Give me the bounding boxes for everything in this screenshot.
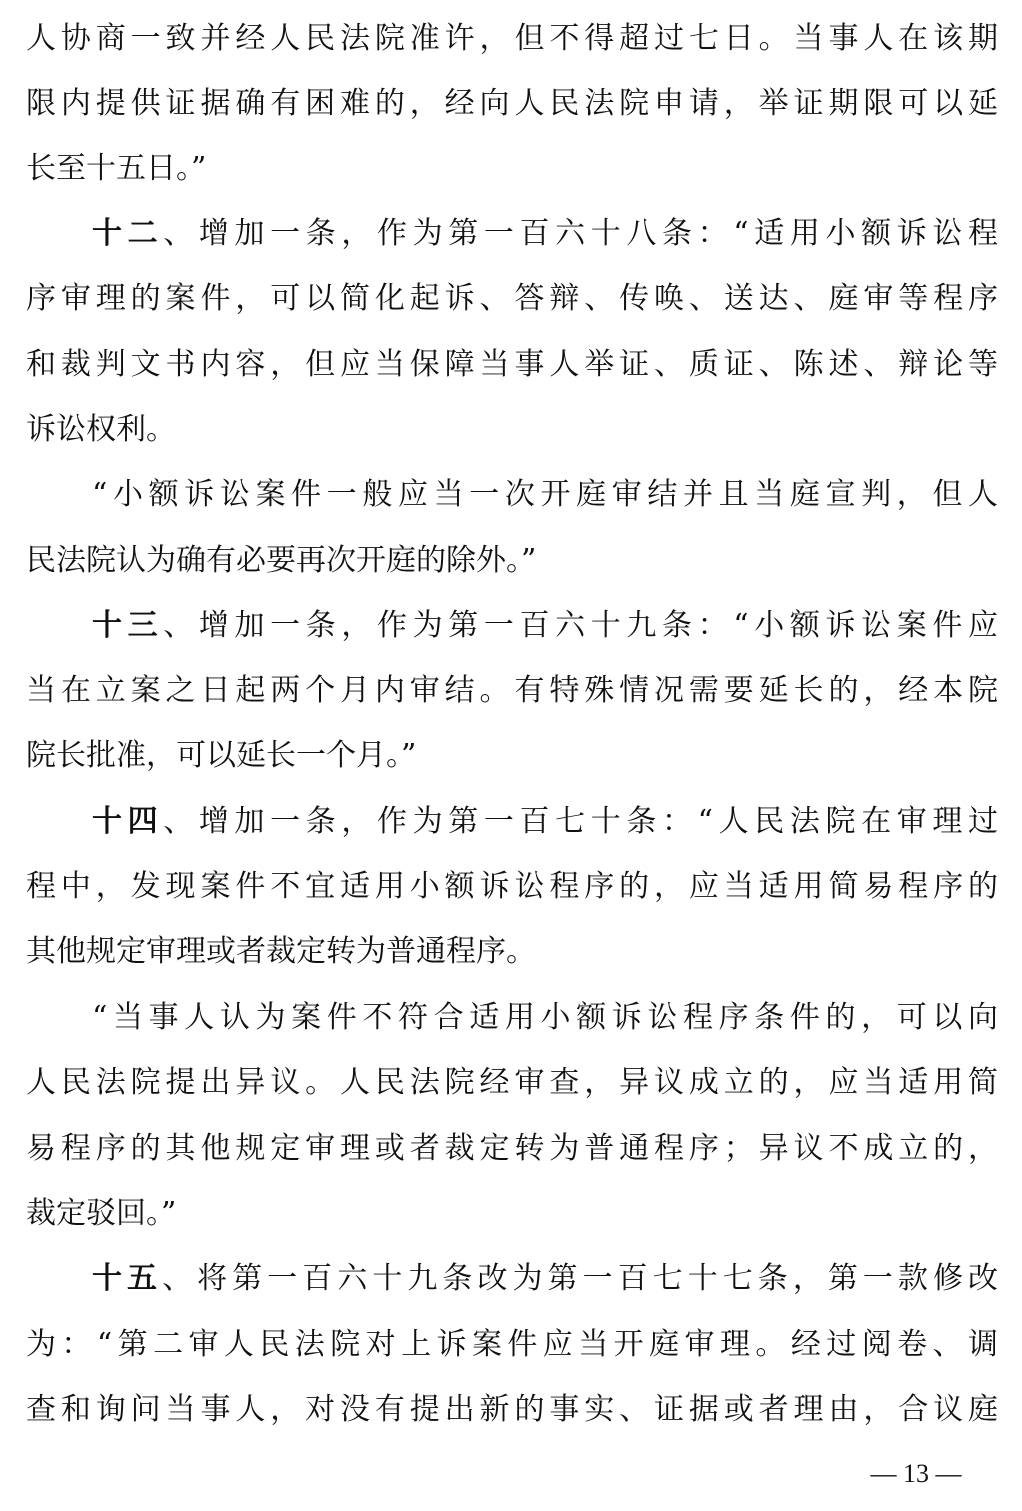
body-text-line: 人民法院提出异议。人民法院经审查，异议成立的，应当适用简	[26, 1065, 998, 1100]
article-line: 十四、增加一条，作为第一百七十条：“人民法院在审理过	[92, 804, 998, 839]
article-number: 十三	[92, 608, 164, 643]
body-text-line: 裁定驳回。”	[26, 1196, 177, 1231]
page-number: — 13 —	[870, 1459, 962, 1488]
article-line: 十三、增加一条，作为第一百六十九条：“小额诉讼案件应	[92, 608, 998, 643]
body-text-line: 程中，发现案件不宜适用小额诉讼程序的，应当适用简易程序的	[26, 869, 998, 904]
body-text-line: 长至十五日。”	[26, 151, 207, 186]
article-number: 十五	[92, 1261, 163, 1296]
body-text-line: 诉讼权利。	[26, 412, 176, 447]
body-text-line: 民法院认为确有必要再次开庭的除外。”	[26, 543, 537, 578]
body-text-line: 院长批准，可以延长一个月。”	[26, 738, 417, 773]
body-text-line: 和裁判文书内容，但应当保障当事人举证、质证、陈述、辩论等	[26, 347, 998, 382]
body-text-line: 查和询问当事人，对没有提出新的事实、证据或者理由，合议庭	[26, 1392, 998, 1427]
body-text-line: “小额诉讼案件一般应当一次开庭审结并且当庭宣判，但人	[92, 477, 998, 512]
body-text-line: 易程序的其他规定审理或者裁定转为普通程序；异议不成立的，	[26, 1131, 998, 1166]
body-text-line: 序审理的案件，可以简化起诉、答辩、传唤、送达、庭审等程序	[26, 281, 998, 316]
article-number: 十四	[92, 804, 164, 839]
body-text-line: “当事人认为案件不符合适用小额诉讼程序条件的，可以向	[92, 1000, 998, 1035]
article-line: 十五、将第一百六十九条改为第一百七十七条，第一款修改	[92, 1261, 998, 1296]
article-line: 十二、增加一条，作为第一百六十八条：“适用小额诉讼程	[92, 216, 998, 251]
article-number: 十二	[92, 216, 164, 251]
body-text-line: 人协商一致并经人民法院准许，但不得超过七日。当事人在该期	[26, 21, 998, 56]
body-text-line: 当在立案之日起两个月内审结。有特殊情况需要延长的，经本院	[26, 673, 998, 708]
body-text-line: 限内提供证据确有困难的，经向人民法院申请，举证期限可以延	[26, 86, 998, 121]
body-text-line: 为：“第二审人民法院对上诉案件应当开庭审理。经过阅卷、调	[26, 1327, 998, 1362]
body-text-line: 其他规定审理或者裁定转为普通程序。	[26, 934, 536, 969]
